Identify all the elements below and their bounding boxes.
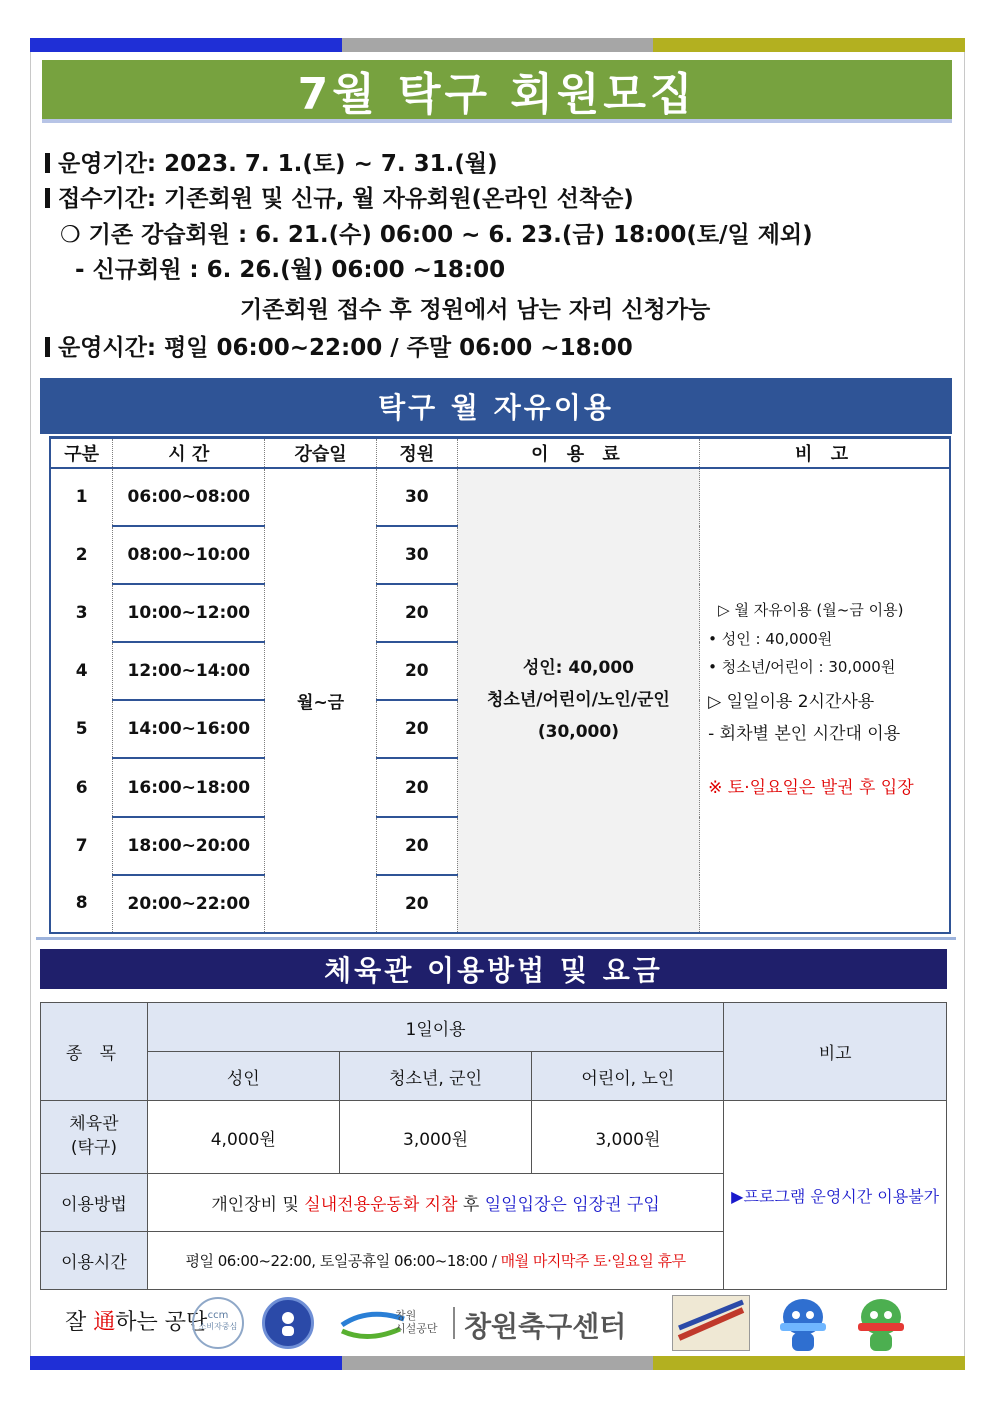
row-no: 4 bbox=[50, 642, 113, 700]
fee-youth-amount: (30,000) bbox=[537, 722, 619, 743]
gym-fee-adult: 4,000원 bbox=[147, 1101, 339, 1174]
row-time: 18:00~20:00 bbox=[113, 817, 265, 875]
center-name: 창원축구센터 bbox=[464, 1310, 627, 1343]
ccm-logo bbox=[192, 1297, 244, 1349]
info-reception-text: 접수기간: 기존회원 및 신규, 월 자유회원(온라인 선착순) bbox=[58, 186, 634, 212]
gym-fee-youth: 3,000원 bbox=[339, 1101, 532, 1174]
time-part-1: 평일 06:00~22:00, 토일공휴일 06:00~18:00 / bbox=[185, 1252, 501, 1270]
row-time: 20:00~22:00 bbox=[113, 875, 265, 933]
method-part-1: 개인장비 및 bbox=[211, 1195, 305, 1215]
col-header-no: 구분 bbox=[50, 438, 113, 468]
section2-title: 체육관 이용방법 및 요금 bbox=[40, 949, 947, 989]
row-no: 5 bbox=[50, 700, 113, 758]
footer-divider bbox=[453, 1307, 455, 1339]
top-stripe bbox=[30, 38, 965, 52]
human-rights-logo bbox=[262, 1297, 314, 1349]
info-period bbox=[45, 145, 498, 178]
row-no: 3 bbox=[50, 584, 113, 642]
remark-value-text: ▶프로그램 운영시간 이용불가 bbox=[731, 1186, 940, 1206]
lesson-days: 월~금 bbox=[265, 468, 377, 934]
row-capacity: 20 bbox=[376, 642, 457, 700]
row-no: 8 bbox=[50, 875, 113, 933]
mascot-blue-icon bbox=[772, 1293, 834, 1353]
remark-adult: • 성인 : 40,000원 bbox=[708, 629, 833, 648]
method-label: 이용방법 bbox=[41, 1174, 148, 1232]
remark-daily-note: - 회차별 본인 시간대 이용 bbox=[708, 723, 901, 744]
method-part-3: 후 bbox=[457, 1195, 485, 1215]
gym-label: 체육관 (탁구) bbox=[41, 1101, 148, 1174]
slogan-c: 하는 공단 bbox=[115, 1310, 208, 1335]
slogan bbox=[65, 1305, 207, 1336]
remark-youth: • 청소년/어린이 : 30,000원 bbox=[708, 658, 896, 677]
remark-monthly: ▷ 월 자유이용 (월~금 이용) bbox=[718, 601, 904, 620]
info-reception bbox=[45, 180, 634, 213]
row-time: 14:00~16:00 bbox=[113, 700, 265, 758]
gym-fee-table bbox=[40, 1002, 947, 1290]
remark-label: 비고 bbox=[724, 1003, 947, 1101]
page-title: 7월 탁구 회원모집 bbox=[42, 60, 952, 123]
col-header-time: 시 간 bbox=[113, 438, 265, 468]
row-capacity: 30 bbox=[376, 526, 457, 584]
row-capacity: 20 bbox=[376, 584, 457, 642]
remarks-cell bbox=[700, 468, 950, 934]
remark-daily: ▷ 일일이용 2시간사용 bbox=[708, 691, 875, 712]
row-no: 2 bbox=[50, 526, 113, 584]
fee-adult: 성인: 40,000 bbox=[522, 657, 634, 678]
table-row bbox=[50, 468, 950, 526]
time-label: 이용시간 bbox=[41, 1232, 148, 1290]
service-award-logo bbox=[672, 1295, 750, 1351]
slogan-a: 잘 bbox=[65, 1310, 94, 1335]
info-period-text: 운영기간: 2023. 7. 1.(토) ~ 7. 31.(월) bbox=[58, 151, 498, 177]
row-time: 06:00~08:00 bbox=[113, 468, 265, 526]
fee-cell bbox=[457, 468, 699, 934]
row-capacity: 20 bbox=[376, 758, 457, 816]
info-note: 기존회원 접수 후 정원에서 남는 자리 신청가능 bbox=[240, 297, 711, 323]
row-capacity: 20 bbox=[376, 875, 457, 933]
divider bbox=[36, 937, 956, 940]
method-part-2: 실내전용운동화 지참 bbox=[304, 1195, 458, 1215]
col-youth-military: 청소년, 군인 bbox=[339, 1052, 532, 1101]
col-adult: 성인 bbox=[147, 1052, 339, 1101]
info-existing: ❍ 기존 강습회원 : 6. 21.(수) 06:00 ~ 6. 23.(금) 18:00(토/일 제외) bbox=[60, 222, 813, 248]
row-time: 16:00~18:00 bbox=[113, 758, 265, 816]
fee-youth: 청소년/어린이/노인/군인 bbox=[486, 690, 670, 711]
ccm-sub: 소비자중심 bbox=[198, 1322, 238, 1331]
row-time: 12:00~14:00 bbox=[113, 642, 265, 700]
footer bbox=[60, 1293, 940, 1353]
gym-fee-child: 3,000원 bbox=[532, 1101, 724, 1174]
row-capacity: 30 bbox=[376, 468, 457, 526]
section1-title: 탁구 월 자유이용 bbox=[40, 378, 952, 434]
item-label: 종 목 bbox=[41, 1003, 148, 1101]
remark-weekend: ※ 토·일요일은 발권 후 입장 bbox=[708, 778, 914, 799]
col-child-senior: 어린이, 노인 bbox=[532, 1052, 724, 1101]
bottom-stripe bbox=[30, 1356, 965, 1370]
info-hours bbox=[45, 329, 633, 362]
monthly-free-use-table bbox=[49, 436, 951, 934]
row-capacity: 20 bbox=[376, 700, 457, 758]
row-no: 1 bbox=[50, 468, 113, 526]
org-small-name: 창원 시설공단 bbox=[395, 1309, 438, 1336]
row-time: 08:00~10:00 bbox=[113, 526, 265, 584]
time-part-2: 매월 마지막주 토·일요일 휴무 bbox=[500, 1252, 686, 1270]
mascot-green-icon bbox=[850, 1293, 912, 1353]
ccm-text: ccm bbox=[207, 1310, 229, 1321]
row-no: 6 bbox=[50, 758, 113, 816]
info-hours-text: 운영시간: 평일 06:00~22:00 / 주말 06:00 ~18:00 bbox=[58, 335, 633, 361]
info-new-members: - 신규회원 : 6. 26.(월) 06:00 ~18:00 bbox=[75, 257, 506, 283]
col-header-remarks: 비 고 bbox=[700, 438, 950, 468]
row-no: 7 bbox=[50, 817, 113, 875]
col-header-days: 강습일 bbox=[265, 438, 377, 468]
method-value bbox=[147, 1174, 723, 1232]
daily-use-label: 1일이용 bbox=[147, 1003, 723, 1052]
time-value bbox=[147, 1232, 723, 1290]
slogan-b: 通 bbox=[93, 1310, 116, 1335]
col-header-capacity: 정원 bbox=[376, 438, 457, 468]
remark-value bbox=[724, 1101, 947, 1290]
row-time: 10:00~12:00 bbox=[113, 584, 265, 642]
method-part-4: 일일입장은 임장권 구입 bbox=[484, 1195, 660, 1215]
row-capacity: 20 bbox=[376, 817, 457, 875]
col-header-fee: 이 용 료 bbox=[457, 438, 699, 468]
